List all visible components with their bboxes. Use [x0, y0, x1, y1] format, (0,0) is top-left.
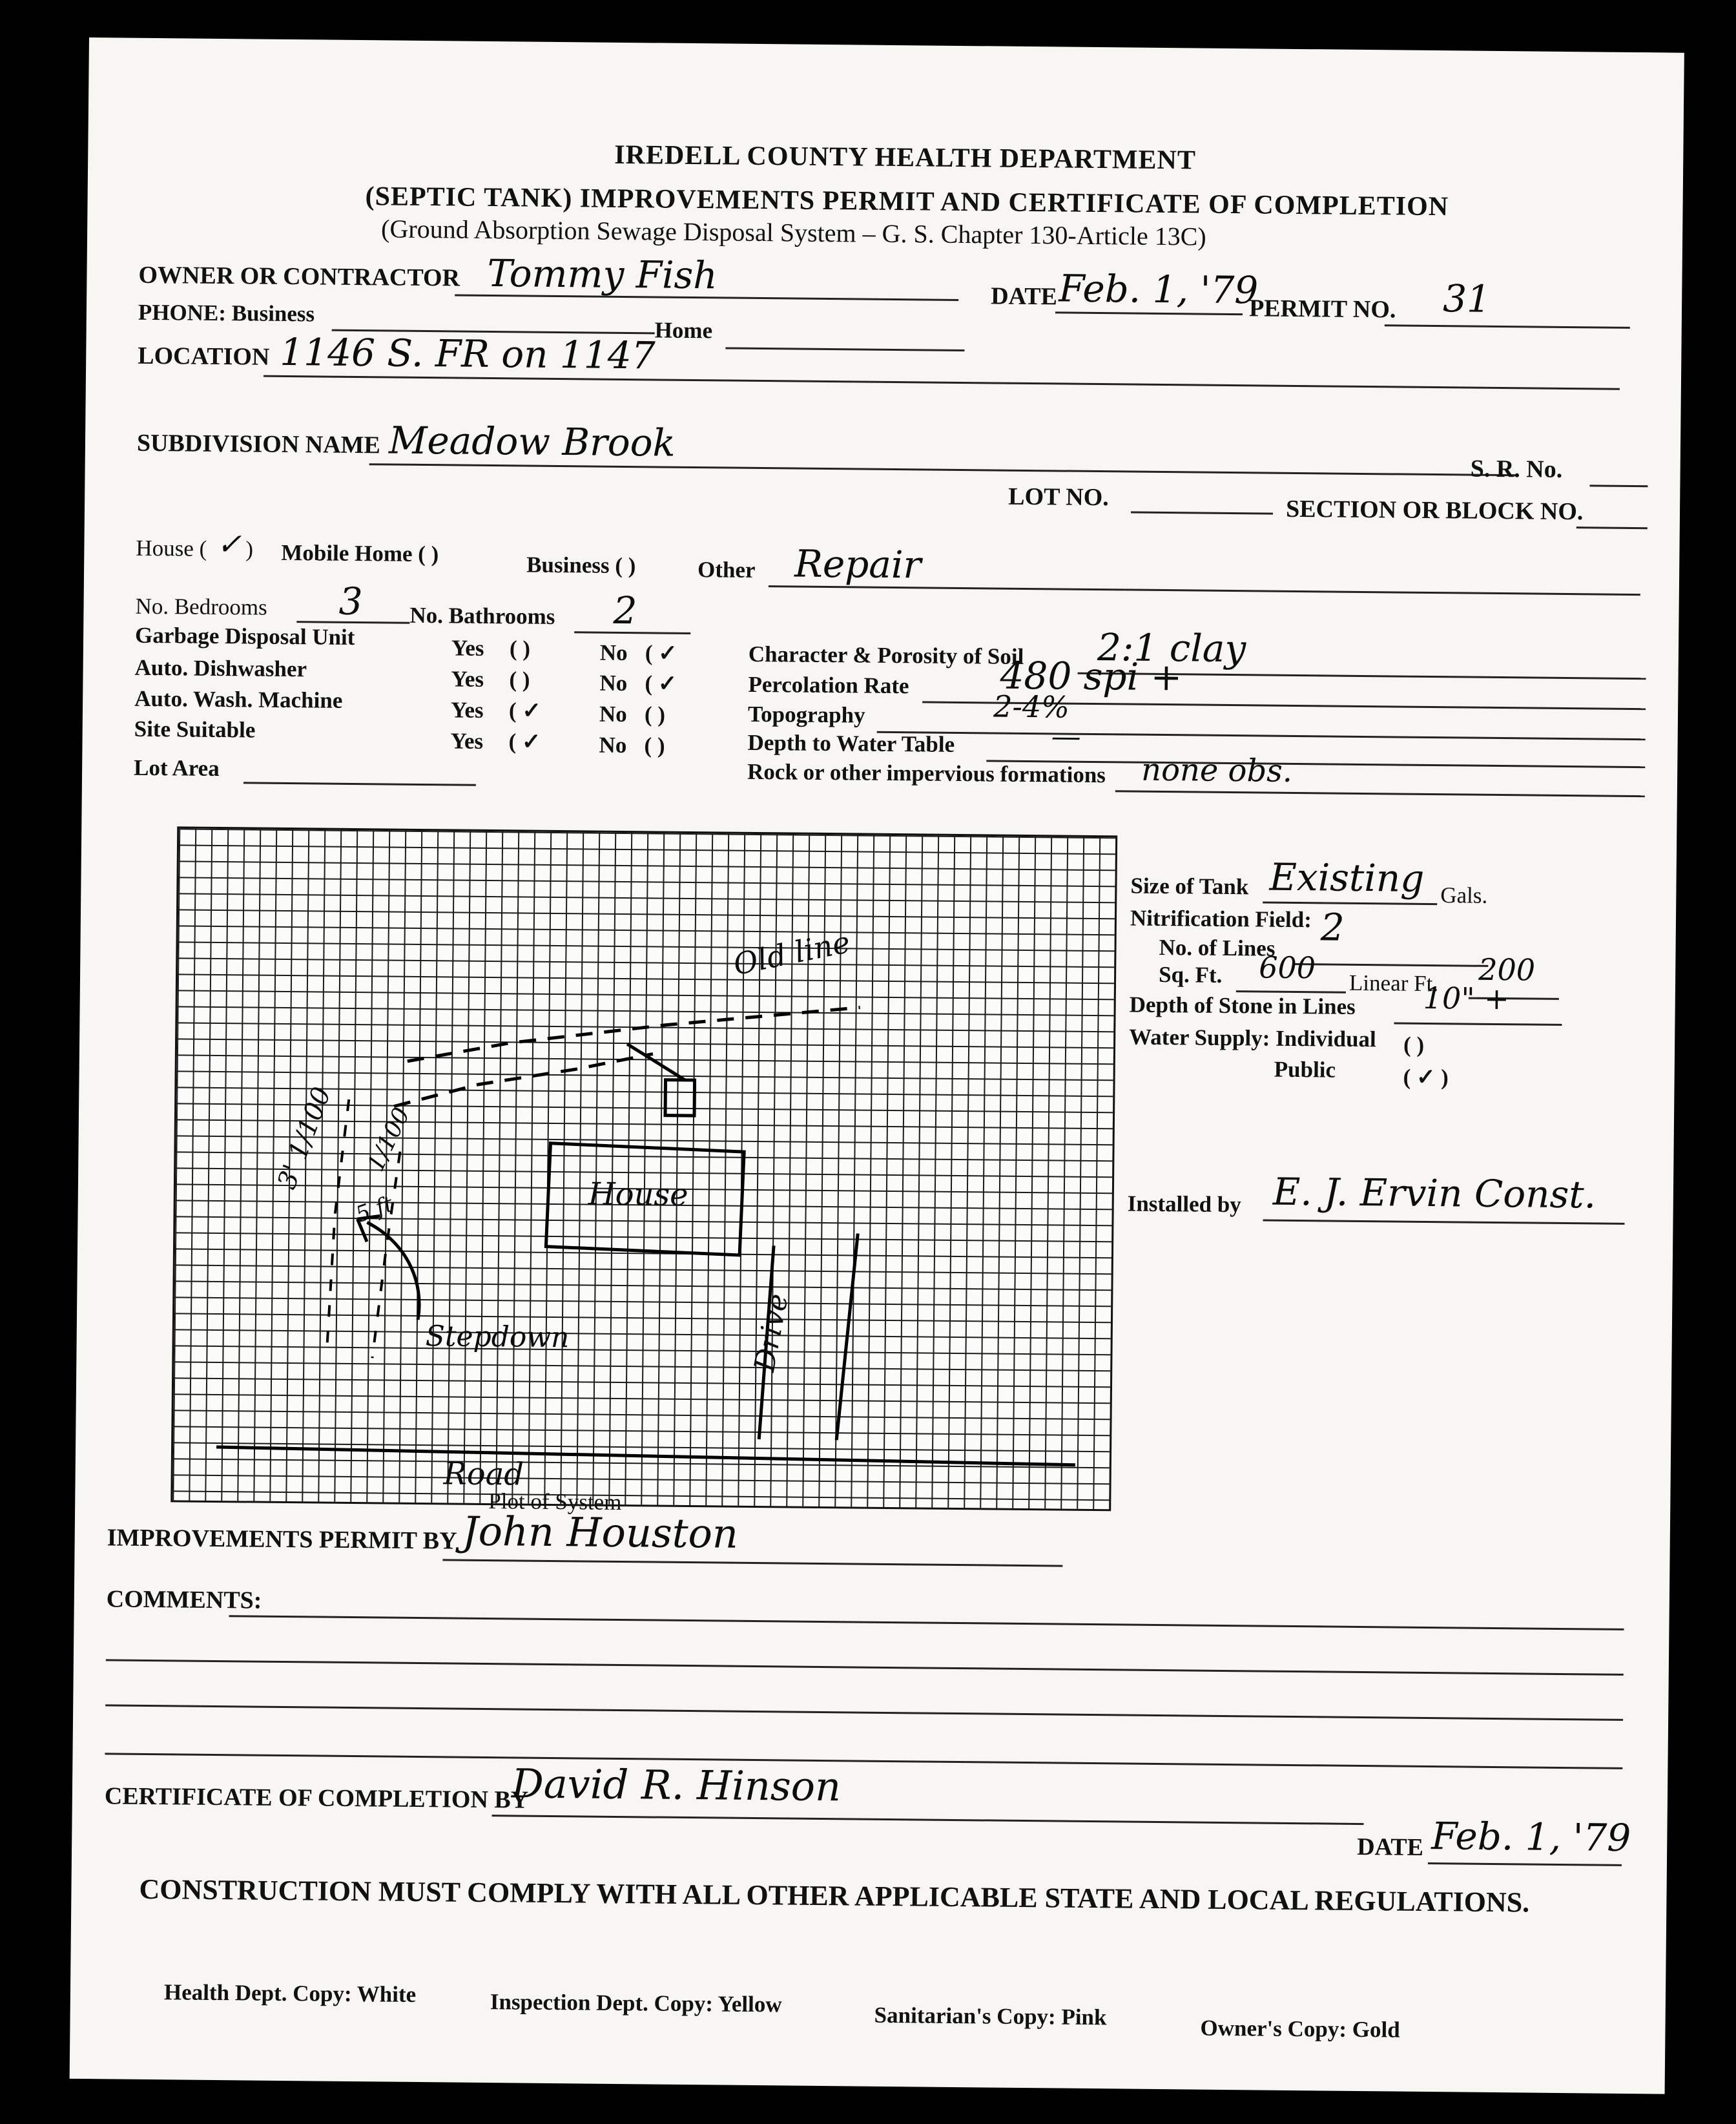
- copy-inspection-dept: Inspection Dept. Copy: Yellow: [490, 1989, 782, 2017]
- stone-depth-line: [1394, 1022, 1562, 1025]
- sqft-label: Sq. Ft.: [1158, 961, 1223, 988]
- dishwasher-yes[interactable]: ( ): [509, 667, 530, 692]
- plot-drive-label: Drive: [748, 1291, 795, 1375]
- mobile-home-label: Mobile Home ( ): [281, 539, 439, 567]
- installed-by-line: [1263, 1220, 1624, 1225]
- tank-size-line: [1263, 902, 1437, 906]
- water-table-value[interactable]: —: [1051, 718, 1081, 754]
- garbage-disposal-no-label: No: [599, 640, 628, 666]
- comments-line-1: [229, 1615, 1624, 1630]
- plot-road-label: Road: [443, 1455, 524, 1493]
- lot-no-line: [1131, 512, 1273, 515]
- rock-line: [1115, 790, 1645, 797]
- tank-gals-label: Gals.: [1440, 882, 1488, 908]
- business-label: Business ( ): [526, 552, 636, 579]
- linear-ft-label: Linear Ft.: [1348, 970, 1439, 997]
- copy-sanitarian: Sanitarian's Copy: Pink: [874, 2002, 1107, 2030]
- subdivision-label: SUBDIVISION NAME: [136, 429, 381, 459]
- garbage-disposal-no[interactable]: ( ✓: [645, 640, 677, 666]
- water-supply-public-label: Public: [1274, 1056, 1336, 1083]
- linear-ft-value[interactable]: 200: [1478, 952, 1536, 988]
- rock-value[interactable]: none obs.: [1141, 751, 1293, 789]
- location-label: LOCATION: [138, 342, 270, 371]
- certificate-line: [492, 1815, 1364, 1825]
- dishwasher-yes-label: Yes: [451, 666, 484, 692]
- wash-machine-yes[interactable]: ( ✓: [508, 698, 541, 724]
- plot-stepdown-label: Stepdown: [425, 1320, 570, 1355]
- certificate-signature[interactable]: David R. Hinson: [511, 1760, 842, 1811]
- certificate-date-value[interactable]: Feb. 1, '79: [1431, 1814, 1631, 1860]
- percolation-label: Percolation Rate: [748, 671, 909, 699]
- department-title: IREDELL COUNTY HEALTH DEPARTMENT: [614, 140, 1197, 176]
- certificate-date-line: [1428, 1862, 1622, 1866]
- garbage-disposal-label: Garbage Disposal Unit: [134, 622, 355, 650]
- compliance-notice: CONSTRUCTION MUST COMPLY WITH ALL OTHER APPLICABLE STATE AND LOCAL REGULATIONS.: [139, 1873, 1530, 1919]
- tank-connector: [627, 1044, 686, 1080]
- phone-home-label: Home: [654, 317, 713, 344]
- soil-character-label: Character & Porosity of Soil: [748, 641, 1024, 669]
- side-line-path-2: [372, 1151, 400, 1358]
- drive-line-2: [836, 1233, 858, 1440]
- owner-value[interactable]: Tommy Fish: [487, 251, 718, 298]
- location-value[interactable]: 1146 S. FR on 1147: [280, 329, 656, 378]
- other-value[interactable]: Repair: [794, 541, 922, 587]
- road-line: [216, 1447, 1075, 1465]
- old-line-path: [408, 1003, 860, 1066]
- wash-machine-no[interactable]: ( ): [644, 702, 666, 727]
- plot-dim-label-1: 3' 1/100: [271, 1083, 337, 1193]
- plot-house-label: House: [588, 1176, 688, 1213]
- bathrooms-label: No. Bathrooms: [409, 602, 555, 629]
- improvements-permit-label: IMPROVEMENTS PERMIT BY: [107, 1524, 457, 1555]
- dishwasher-label: Auto. Dishwasher: [134, 654, 307, 682]
- site-suitable-yes[interactable]: ( ✓: [508, 729, 541, 755]
- phone-business-label: PHONE: Business: [138, 299, 315, 327]
- subdivision-value[interactable]: Meadow Brook: [388, 418, 676, 465]
- topography-line: [877, 731, 1646, 740]
- copy-health-dept: Health Dept. Copy: White: [163, 1979, 417, 2007]
- stepdown-arrow: [366, 1222, 420, 1320]
- plot-dim-label-3: 5 ft: [352, 1191, 397, 1228]
- date-line: [1055, 311, 1243, 315]
- improvements-permit-signature[interactable]: John Houston: [462, 1507, 739, 1557]
- bedrooms-label: No. Bedrooms: [135, 593, 267, 620]
- tank-symbol: [665, 1080, 695, 1116]
- water-table-label: Depth to Water Table: [747, 729, 955, 757]
- permit-no-label: PERMIT NO.: [1248, 295, 1396, 324]
- lot-area-label: Lot Area: [133, 755, 220, 781]
- wash-machine-label: Auto. Wash. Machine: [134, 685, 343, 713]
- sr-no-line: [1589, 484, 1648, 487]
- bedrooms-value[interactable]: 3: [338, 579, 363, 624]
- nitrification-label: Nitrification Field:: [1130, 905, 1312, 933]
- sr-no-label: S. R. No.: [1470, 455, 1563, 483]
- installed-by-value[interactable]: E. J. Ervin Const.: [1272, 1169, 1596, 1217]
- plot-sketch: [170, 826, 1113, 1507]
- garbage-disposal-yes-label: Yes: [451, 635, 484, 661]
- lot-no-label: LOT NO.: [1008, 483, 1110, 512]
- plot-dim-label-2: 1/100: [362, 1103, 416, 1176]
- certificate-date-label: DATE: [1357, 1833, 1424, 1861]
- sqft-value[interactable]: 600: [1259, 950, 1316, 986]
- form-title: (SEPTIC TANK) IMPROVEMENTS PERMIT AND CERTIFICATE OF COMPLETION: [365, 182, 1449, 222]
- plot-caption: Plot of System: [488, 1488, 622, 1515]
- site-suitable-label: Site Suitable: [134, 716, 256, 743]
- soil-character-value[interactable]: 2:1 clay: [1097, 625, 1246, 671]
- lines-label: No. of Lines: [1159, 934, 1276, 961]
- copy-owner: Owner's Copy: Gold: [1200, 2015, 1400, 2043]
- topography-value[interactable]: 2-4%: [993, 689, 1070, 725]
- dishwasher-no[interactable]: ( ✓: [645, 671, 677, 696]
- garbage-disposal-yes[interactable]: ( ): [509, 636, 531, 661]
- permit-no-line: [1385, 324, 1630, 329]
- stone-depth-label: Depth of Stone in Lines: [1129, 992, 1356, 1019]
- wash-machine-yes-label: Yes: [450, 697, 484, 723]
- house-check[interactable]: ✓: [216, 526, 242, 562]
- tank-size-label: Size of Tank: [1130, 873, 1249, 900]
- plot-old-line-label: Old line: [730, 924, 853, 983]
- lines-line: [1294, 963, 1488, 967]
- certificate-label: CERTIFICATE OF COMPLETION BY: [104, 1782, 529, 1814]
- site-suitable-no-label: No: [599, 732, 627, 758]
- comments-line-2: [106, 1659, 1624, 1676]
- installed-by-label: Installed by: [1127, 1191, 1241, 1218]
- owner-label: OWNER OR CONTRACTOR: [138, 261, 460, 292]
- improvements-permit-line: [442, 1559, 1062, 1567]
- percolation-value[interactable]: 480 spi +: [1000, 653, 1183, 700]
- topography-label: Topography: [747, 701, 865, 728]
- water-supply-label: Water Supply: Individual: [1129, 1024, 1376, 1052]
- comments-line-4: [105, 1753, 1622, 1769]
- location-line: [264, 375, 1620, 390]
- site-suitable-no[interactable]: ( ): [644, 733, 665, 758]
- dishwasher-no-label: No: [599, 670, 628, 696]
- other-label: Other: [697, 557, 756, 583]
- subdivision-line: [369, 463, 1519, 476]
- form-subtitle: (Ground Absorption Sewage Disposal System – G. S. Chapter 130-Article 13C): [380, 214, 1206, 251]
- date-value[interactable]: Feb. 1, '79: [1059, 266, 1259, 313]
- other-line: [769, 585, 1640, 596]
- comments-line-3: [105, 1704, 1623, 1721]
- stone-depth-value[interactable]: 10" +: [1423, 980, 1509, 1017]
- house-label: House (: [136, 535, 207, 561]
- water-supply-public[interactable]: ( ✓ ): [1403, 1064, 1449, 1090]
- wash-machine-no-label: No: [599, 701, 627, 727]
- date-label: DATE: [991, 282, 1058, 311]
- lines-value[interactable]: 2: [1320, 905, 1345, 950]
- section-block-line: [1576, 526, 1648, 529]
- section-block-label: SECTION OR BLOCK NO.: [1285, 495, 1584, 526]
- permit-document: [70, 37, 1684, 2094]
- comments-label: COMMENTS:: [106, 1585, 262, 1614]
- lot-area-line: [243, 782, 476, 786]
- site-suitable-yes-label: Yes: [450, 728, 484, 754]
- bathrooms-value[interactable]: 2: [613, 588, 637, 633]
- phone-home-line: [725, 347, 964, 351]
- side-line-path: [327, 1099, 349, 1345]
- water-supply-individual[interactable]: ( ): [1403, 1032, 1425, 1057]
- new-line-path: [394, 1052, 653, 1109]
- house-close: ): [245, 536, 254, 562]
- tank-size-value[interactable]: Existing: [1269, 855, 1425, 901]
- permit-no-value[interactable]: 31: [1442, 276, 1491, 321]
- rock-label: Rock or other impervious formations: [747, 758, 1106, 788]
